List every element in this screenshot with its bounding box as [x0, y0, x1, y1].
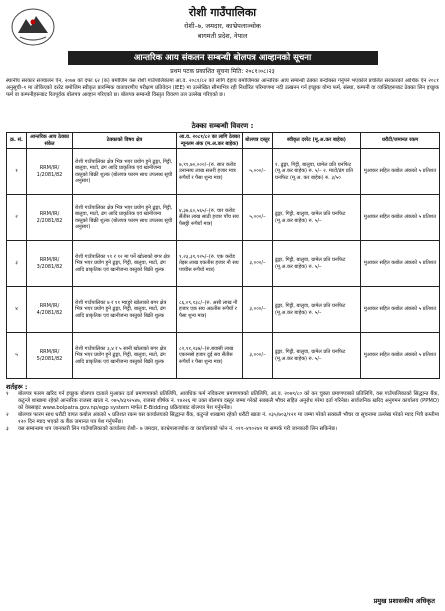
note-text: बोलपत्र फारम खरिद गर्न इच्छुक बोलपत्र दाताले मुआकर दर्ता प्रमाणपत्रको प्रतिलिपि, आवधिक फर्म नविकरण प्रमाणपत्रको प्रतिलिपि, आ.व. २०७९/८० को कर चुक्ता प्रमाणपत्रको प्रतिलिपि, यस गाउँपालिकाको सिद्धान्त बैंक, कटुन्जे शाखामा रहेको आन्तरिक राजस्व खाता नं. ०७५/४३९२५४७, राजस्व शीर्षक नं. १४२२६ मा उक्त बोलपत्र दस्तुर जम्मा गरेको सक्कलै भौचर सहित अनुरोध गरेमा दर्ता गरिनेछ। सार्वजनिक खरिद अनुगमन कार्यालय (PPMO) को वेबसाइट www.bolpatra.gov.np/egp system मार्फत E-Bidding प्रक्रियाबाट बोलपत्र पेश गर्नुपर्नेछ।	[18, 391, 439, 412]
cell-fee: ५,०००/–	[243, 195, 273, 241]
cell-scope: रोशी गाउँपालिका क्षेत्र भित्र भएर प्रयोग हुने ढुङ्गा, गिट्टी, बालुवा, माटो, ढंग आदि प्राकृतिक एवं खानीजन्य वस्तुको बिक्री शुल्क (बोलपत्र फारम साथ उपलब्ध सूची अनुसार)	[73, 195, 177, 241]
cell-code: RRM/IR/ 2/2081/82	[27, 195, 73, 241]
office-province: बागमती प्रदेश, नेपाल	[197, 32, 248, 40]
cell-deposit: मुआकर सहित कबोल अंकको ५ प्रतिशत	[361, 333, 440, 379]
table-row	[7, 195, 440, 241]
cell-sn: २	[7, 195, 27, 241]
cell-rate: ढुङ्गा, गिट्टी, बालुवा, ग्रामेल प्रति घनफिट (मू.अ.कर बाहेक) रु. ५/–	[273, 333, 361, 379]
note-number: ३	[6, 426, 9, 433]
office-name: रोशी गाउँपालिका	[188, 6, 257, 19]
contract-table	[6, 132, 440, 379]
emblem-icon	[10, 7, 56, 47]
cell-fee: ५,०००/–	[243, 149, 273, 195]
header-rate: स्वीकृत दररेट (मू.अ.कर बाहेक)	[273, 133, 361, 149]
cell-amount: ४,३७,६०,५६५/–(रु. चार करोड सैंतीस लाख साठी हजार पाँच सय पैसठ्ठी रूपैयाँ मात्र)	[177, 195, 243, 241]
cell-amount: ८२,९१,२३७/–(रु.बयासी लाख एकानब्बे हजार दुई सय सैंतीस रूपैयाँ र पैसा शुन्य मात्र)	[177, 333, 243, 379]
cell-rate: १. ढुङ्गा, गिट्टी, बालुवा, ग्रामेल प्रति घनफिट (मू.अ.कर बाहेक) रु. ५/– २. माटो/ढंग प्रति घनफिट (मू.अ. कर बाहेक) रु. ३/५०	[273, 149, 361, 195]
cell-scope: रोशी गाउँपालिका ७ र ११ म्याडुरे खोलाको बगर क्षेत्र भित्र भएर प्रयोग हुने ढुङ्गा, गिट्टी, बालुवा, माटो, ढंग आदि प्राकृतिक एवं खानीजन्य वस्तुको बिक्री शुल्क	[73, 287, 177, 333]
table-row	[7, 241, 440, 287]
table-row	[7, 333, 440, 379]
header-code: आन्तरिक आय ठेक्का संकेत	[27, 133, 73, 149]
cell-rate: ढुङ्गा, गिट्टी, बालुवा, ग्रामेल प्रति घनफिट (मू.अ.कर बाहेक) रु. ५/–	[273, 195, 361, 241]
notes-title: शर्तहरू :	[6, 383, 28, 392]
cell-amount: ७,९९,७०,०००/–(रु. सात करोड उनान्सय लाख सत्तरी हजार मात्र रूपैयाँ र पैसा शुन्य मात्र)	[177, 149, 243, 195]
notice-banner: आन्तरिक आय संकलन सम्बन्धी बोलपत्र आव्हानको सूचना	[68, 51, 378, 65]
header-amount: आ.व. २०८१/८२ का लागि ठेक्का न्यूनतम अंक (म.अ.कर बाहेक)	[177, 133, 243, 149]
cell-scope: रोशी गाउँपालिका ३,४ र ५ सानी खोलाको बगर क्षेत्र भित्र भएर प्रयोग हुने ढुङ्गा, गिट्टी, बालुवा, माटो, ढंग आदि प्राकृतिक एवं खानीजन्य वस्तुको बिक्री शुल्क	[73, 333, 177, 379]
note-number: २	[6, 412, 9, 419]
cell-code: RRM/IR/ 3/2081/82	[27, 241, 73, 287]
cell-fee: ३,०००/–	[243, 333, 273, 379]
table-header-row	[7, 133, 440, 149]
note-number: १	[6, 391, 9, 398]
header-fee: बोलपत्र दस्तुर	[243, 133, 273, 149]
cell-sn: ४	[7, 287, 27, 333]
publication-date: प्रथम पटक प्रकाशित सूचना मिति: २०८१।०८।२३	[170, 68, 275, 75]
note-item	[6, 426, 439, 433]
cell-fee: ३,०००/–	[243, 241, 273, 287]
cell-deposit: मुआकर सहित कबोल अंकको ५ प्रतिशत	[361, 195, 440, 241]
note-item	[6, 391, 439, 412]
cell-deposit: मुआकर सहित कबोल अंकको ५ प्रतिशत	[361, 287, 440, 333]
table-row	[7, 149, 440, 195]
note-text: बोलपत्र फारम साथ धरौटी वापत कबोल अंकको ५ प्रतिशत रकम यस कार्यालयको सिद्धान्त बैंक, कटुन्जे शाखामा रहेको धरौटी खाता नं. ०३५/७०३/१२१ मा जम्मा गरेको सक्कलै भौचर वा सूचनामा उल्लेख गरेको म्याद भित्रै कम्तीमा १२० दिन म्याद भएको क बैंक जमानत पत्र पेश गर्नुपर्नेछ।	[18, 412, 440, 426]
cell-fee: ३,०००/–	[243, 287, 273, 333]
header-scope: ठेक्काको विषय क्षेत्र	[73, 133, 177, 149]
cell-sn: ५	[7, 333, 27, 379]
cell-scope: रोशी गाउँपालिका क्षेत्र भित्र भएर प्रयोग हुने ढुङ्गा, गिट्टी, बालुवा, माटो, ढंग आदि प्राकृतिक एवं खानीजन्य वस्तुको बिक्री शुल्क (बोलपत्र फारम साथ उपलब्ध सूची अनुसार)	[73, 149, 177, 195]
note-item	[6, 412, 439, 426]
cell-amount: ८६,०९,१३८/–(रु. असी लाख नौ हजार एक सय अठतीस रूपैयाँ र पैसा शुन्य मात्र)	[177, 287, 243, 333]
section-title: ठेक्का सम्बन्धी विवरण :	[191, 122, 254, 130]
cell-code: RRM/IR/ 1/2081/82	[27, 149, 73, 195]
office-address: रोशी–७, जमदार, काभ्रेपलाञ्चोक	[184, 22, 261, 30]
cell-sn: ३	[7, 241, 27, 287]
notes-list	[6, 391, 439, 433]
note-text: यस सम्बन्धमा थप जानकारी लिन गाउँपालिकाको कार्यालय रोशी– ७ जमदार, काभ्रेपलाञ्चोक वा कार्यालयको फोन नं. ०११–४९०२४२ मा सम्पर्क गरी जानकारी लिन सकिनेछ।	[18, 426, 337, 433]
header	[6, 5, 439, 49]
intro-paragraph: स्थानीय सरकार सञ्चालन ऐन, २०७४ को दफा ६२ (क) बमोजिम यस रोशी गाउँपालिकामा आ.व. २०८१/८२ को लागि देहाय बमोजिमका आन्तरिक आय सम्बन्धी ठेक्का बन्दोबस्त गर्नुपर्ने भएकोले प्रचलित सरकारको आर्थिक ऐन २०८१ अनुसूची–१ मा तोकिएको दररेट बमोजिम स्वीकृत प्रारम्भिक वातावरणीय परीक्षण प्रतिवेदन (IEE) मा उल्लेखित सीमाभित्र रही निर्धारित परिमाणमा नदी उत्खनन गर्न इच्छुक योग्य फर्म, संस्था, कम्पनी वा व्यक्तिहरूबाट ठेक्का लिन इच्छुक फर्म वा कम्पनीहरूबाट रितपूर्वक बोलपत्र आव्हान गरिएको छ। बोलपत्र सम्बन्धी विस्तृत विवरण तल उल्लेख गरिएको छ।	[6, 78, 439, 99]
cell-deposit: मुआकर सहित कबोल अंकको ५ प्रतिशत	[361, 241, 440, 287]
cell-sn: १	[7, 149, 27, 195]
table-row	[7, 287, 440, 333]
cell-rate: ढुङ्गा, गिट्टी, बालुवा, ग्रामेल प्रति घनफिट (मू.अ.कर बाहेक) रु. ५/–	[273, 241, 361, 287]
cell-deposit: मुआकर सहित कबोल अंकको ५ प्रतिशत	[361, 149, 440, 195]
header-deposit: धरौटी/जमानत रकम	[361, 133, 440, 149]
cell-scope: रोशी गाउँपालिका ११ र १२ मा पर्ने खोलाको बगर क्षेत्र भित्र भएर प्रयोग हुने ढुङ्गा, गिट्टी, बालुवा, माटो, ढंग आदि प्राकृतिक एवं खानीजन्य वस्तुको बिक्री शुल्क	[73, 241, 177, 287]
cell-code: RRM/IR/ 5/2081/82	[27, 333, 73, 379]
cell-code: RRM/IR/ 4/2081/82	[27, 287, 73, 333]
header-sn: क्र. सं.	[7, 133, 27, 149]
cell-amount: १,२३,३१,९२५/–(रु. एक करोड तेइस लाख एकतीस हजार नौ सय पच्चीस रूपैयाँ मात्र)	[177, 241, 243, 287]
signature: प्रमुख प्रशासकीय अधिकृत	[373, 597, 435, 605]
cell-rate: ढुङ्गा, गिट्टी, बालुवा, ग्रामेल प्रति घनफिट (मू.अ.कर बाहेक) रु. ५/–	[273, 287, 361, 333]
